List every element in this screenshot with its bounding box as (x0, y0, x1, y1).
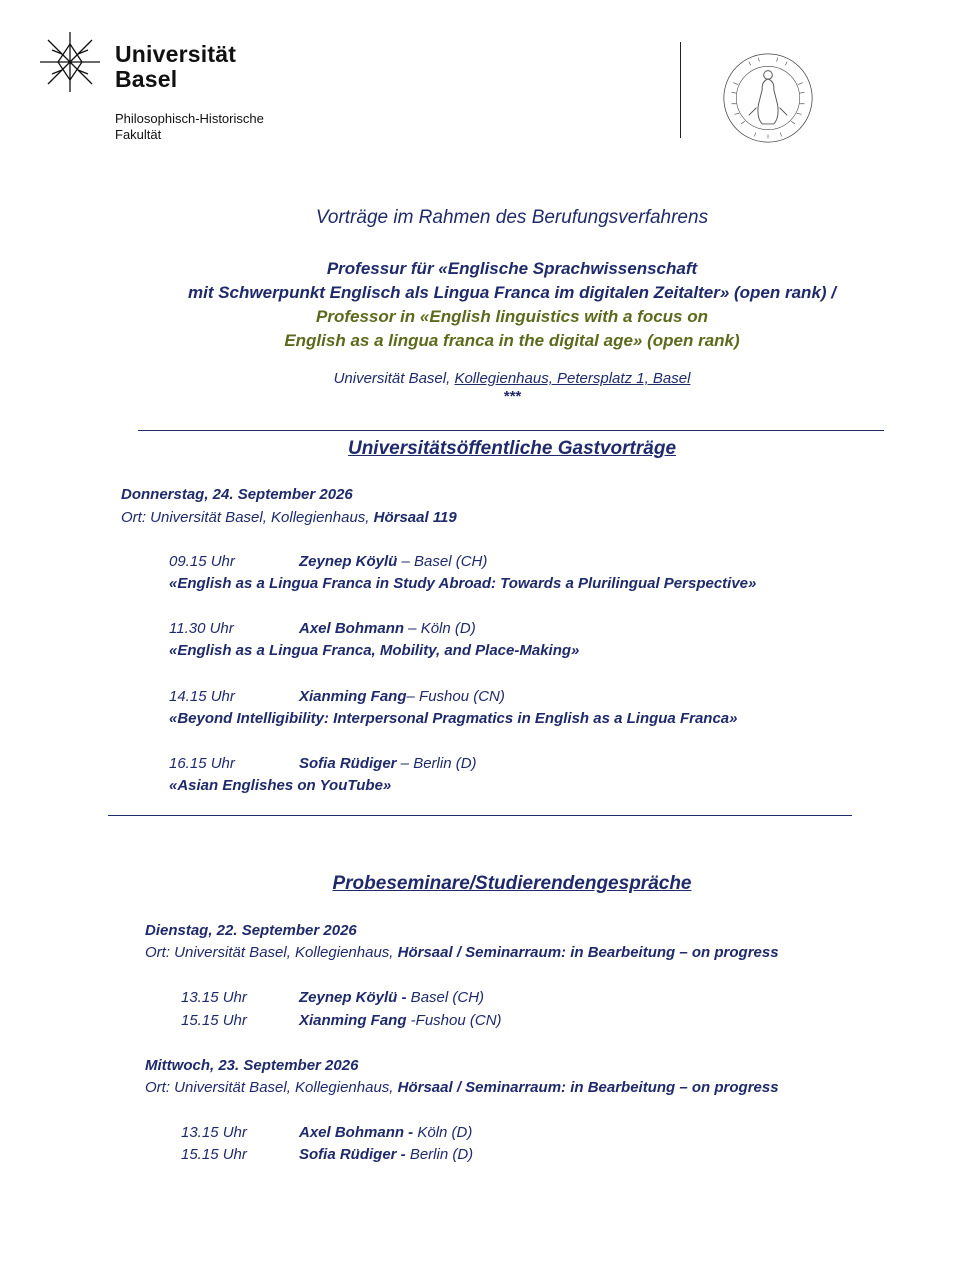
seminar-location-prefix: Ort: Universität Basel, Kollegienhaus, (145, 1079, 398, 1096)
speaker-origin: – Basel (CH) (397, 553, 488, 570)
page-title: Vorträge im Rahmen des Berufungsverfahrens (315, 207, 709, 228)
venue-link[interactable]: Kollegienhaus, Petersplatz 1, Basel (454, 370, 691, 387)
venue-line (0, 369, 960, 389)
seminar-location-room: Hörsaal / Seminarraum: in Bearbeitung – on progress (397, 1079, 779, 1096)
speaker-origin: – Fushou (CN) (406, 688, 505, 705)
lectures-heading: Universitätsöffentliche Gastvorträge (347, 438, 677, 459)
speaker-origin: Köln (D) (413, 1124, 473, 1141)
speaker-origin: – Berlin (D) (396, 755, 477, 772)
speaker-origin: Berlin (D) (405, 1146, 474, 1163)
seminar-date: Dienstag, 22. September 2026 (145, 922, 357, 939)
seminar-time: 13.15 Uhr (181, 1124, 247, 1141)
header-divider (680, 42, 681, 138)
seminar-time: 15.15 Uhr (181, 1146, 247, 1163)
speaker-name: Sofia Rüdiger - (299, 1146, 406, 1163)
faculty-line1: Philosophisch-Historische (115, 111, 264, 126)
seminars-heading: Probeseminare/Studierendengespräche (332, 873, 692, 894)
speaker-origin: Basel (CH) (406, 989, 485, 1006)
seminar-speaker (299, 1011, 502, 1031)
talk-title: «English as a Lingua Franca in Study Abroad: Towards a Plurilingual Perspective» (169, 575, 757, 592)
title-de-line2: mit Schwerpunkt Englisch als Lingua Franca im digitalen Zeitalter» (open rank) / (187, 283, 837, 302)
seminar-location (145, 943, 779, 963)
section-divider-bottom (108, 815, 852, 816)
seminar-time: 15.15 Uhr (181, 1012, 247, 1029)
faculty-name (115, 111, 264, 143)
seminar-date: Mittwoch, 23. September 2026 (145, 1057, 359, 1074)
title-de-line1: Professur für «Englische Sprachwissenschaft (326, 259, 698, 278)
speaker-origin: – Köln (D) (404, 620, 476, 637)
title-en-line1: Professor in «English linguistics with a focus on (315, 307, 708, 326)
lectures-location-room: Hörsaal 119 (373, 509, 457, 526)
speaker-name: Axel Bohmann - (299, 1124, 414, 1141)
talk-time: 09.15 Uhr (169, 553, 235, 570)
seminar-speaker (299, 988, 484, 1008)
university-name-line1: Universität (115, 41, 237, 67)
speaker-name: Axel Bohmann (299, 620, 405, 637)
talk-title: «Beyond Intelligibility: Interpersonal Pragmatics in English as a Lingua Franca» (169, 710, 738, 727)
stars-separator: *** (503, 388, 521, 405)
speaker-name: Zeynep Köylü (299, 553, 398, 570)
talk-speaker (299, 619, 476, 639)
lectures-location-prefix: Ort: Universität Basel, Kollegienhaus, (121, 509, 374, 526)
lectures-location (121, 508, 457, 528)
faculty-line2: Fakultät (115, 127, 162, 142)
faculty-seal-icon (720, 50, 816, 146)
seminar-location (145, 1078, 779, 1098)
seminar-speaker (299, 1145, 473, 1165)
talk-speaker (299, 687, 505, 707)
section-divider-top (138, 430, 884, 431)
lectures-date: Donnerstag, 24. September 2026 (121, 486, 353, 503)
talk-title: «Asian Englishes on YouTube» (169, 777, 392, 794)
talk-title: «English as a Lingua Franca, Mobility, and Place-Making» (169, 642, 580, 659)
talk-time: 11.30 Uhr (169, 620, 234, 637)
seminar-time: 13.15 Uhr (181, 989, 247, 1006)
talk-time: 16.15 Uhr (169, 755, 235, 772)
speaker-name: Xianming Fang (299, 688, 407, 705)
talk-time: 14.15 Uhr (169, 688, 235, 705)
speaker-name: Sofia Rüdiger (299, 755, 397, 772)
venue-prefix: Universität Basel, (333, 370, 455, 387)
university-logo-icon (38, 30, 102, 94)
seminar-speaker (299, 1123, 472, 1143)
seminar-location-room: Hörsaal / Seminarraum: in Bearbeitung – on progress (397, 944, 779, 961)
title-en-line2: English as a lingua franca in the digital age» (open rank) (284, 331, 740, 350)
speaker-name: Zeynep Köylü - (299, 989, 407, 1006)
speaker-name: Xianming Fang (299, 1012, 407, 1029)
talk-speaker (299, 552, 487, 572)
university-name (115, 42, 236, 92)
university-name-line2: Basel (115, 66, 178, 92)
seminar-location-prefix: Ort: Universität Basel, Kollegienhaus, (145, 944, 398, 961)
speaker-origin: -Fushou (CN) (406, 1012, 502, 1029)
talk-speaker (299, 754, 477, 774)
